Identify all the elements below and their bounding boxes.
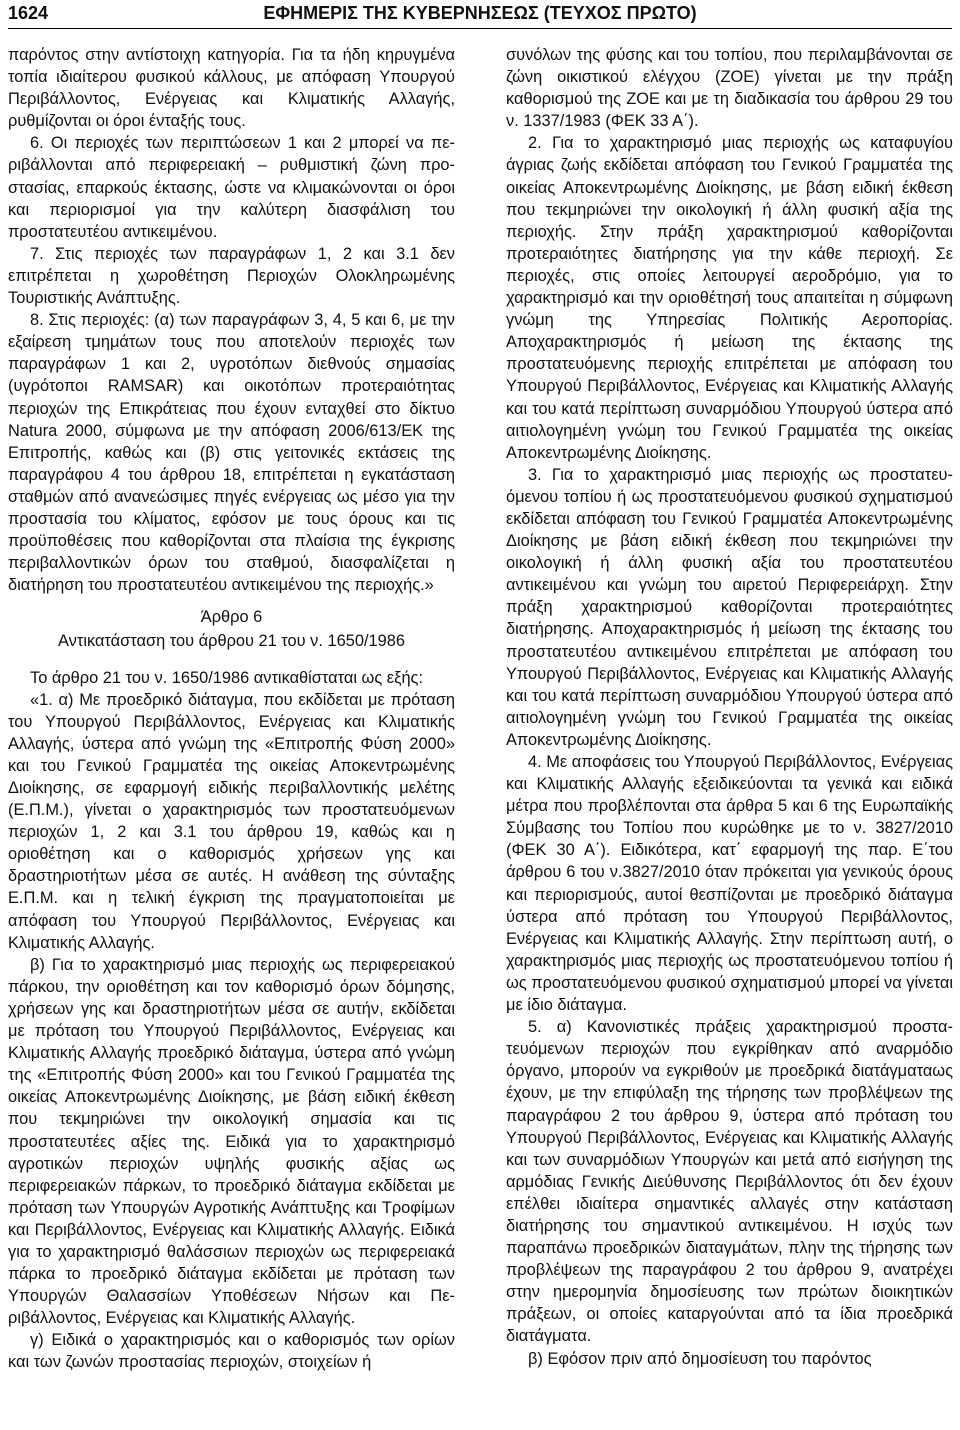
article-heading: Άρθρο 6 <box>200 608 263 627</box>
paragraph: συνόλων της φύσης και του τοπίου, που περιλαμβάνονται σε ζώνη οικιστικού ελέγχου (ΖΟΕ) γίνεται με την πράξη καθορισμού της ΖΟΕ και με τη διαδικασία του άρθρου 29 του ν. 1337/1983 (ΦΕΚ 33 Α΄). <box>506 46 953 131</box>
paragraph: 8. Στις περιοχές: (α) των παραγράφων 3, 4, 5 και 6, με την εξαίρεση τμημάτων τους που αποτελούν περιοχές των παραγράφων 1 και 2, υγροτόπων διεθνούς σημασίας (υγρότοποι RAMSAR) και οικοτόπων προτεραιότητας περιοχών της Επικράτειας που έχουν ενταχθεί στο δίκτυο Natura 2000, σύμφωνα με την απόφαση 2006/613/ΕΚ της Επιτροπής, καθώς και (β) στις γειτονικές εκτάσεις της παραγράφου 4 του άρθρου 18, επιτρέπεται η εγκατάσταση σταθμών από ανανεώσιμες πηγές ενέργειας ως μέσο για την προστασία του κλίματος, εφόσον με τους όρους και τις προϋποθέσεις που καθορίζονται στα πλαίσια της έγκρισης περιβαλλοντικών όρων του σταθμού, διασφαλίζεται η διατήρηση του προστατευτέου αντικειμένου της περιοχής.» <box>8 311 455 595</box>
paragraph: παρόντος στην αντίστοιχη κατηγορία. Για τα ήδη κηρυγμένα τοπία ιδιαίτερου φυσικού κάλλους, με απόφαση Υπουργού Περιβάλλοντος, Ενέργειας και Κλιματικής Αλλαγής, ρυθμίζονται οι όροι ένταξής τους. <box>8 46 455 131</box>
paragraph: 4. Με αποφάσεις του Υπουργού Περιβάλλοντος, Ενέργειας και Κλιματικής Αλλαγής εξειδικεύονται τα γενικά και ειδικά μέτρα που προβλέπονται στα άρθρα 5 και 6 της Ευρωπαϊκής Σύμβασης του Τοπίου που κυρώθηκε με το ν. 3827/2010 (ΦΕΚ 30 Α΄). Ειδικότερα, κατ΄ εφαρμογή της παρ. Ε΄του άρθρου 6 του ν.3827/2010 όταν πρόκειται για γενικούς όρους και περιορισμούς, αυτοί θεσπίζονται με προεδρικό διάταγμα ύστερα από πρόταση του Υπουργού Περιβάλλοντος, Ενέργειας και Κλιματικής Αλλαγής. Στην περίπτωση αυτή, ο χαρακτηρισμός μιας περιοχής ως προστατευόμενου τοπίου ή ως προστατευόμενου φυσικού σχηματισμού μπορεί να γίνεται με ίδιο διάταγμα. <box>506 753 953 1015</box>
left-column <box>8 44 455 1374</box>
paragraph: 7. Στις περιοχές των παραγράφων 1, 2 και 3.1 δεν επιτρέπεται η χωροθέτηση Περιοχών Ολοκληρωμένης Τουριστικής Ανάπτυξης. <box>8 244 455 308</box>
page-header <box>8 0 952 29</box>
gazette-title: ΕΦΗΜΕΡΙΣ ΤΗΣ ΚΥΒΕΡΝΗΣΕΩΣ (ΤΕΥΧΟΣ ΠΡΩΤΟ) <box>263 3 697 23</box>
paragraph: 3. Για το χαρακτηρισμό μιας περιοχής ως προστατευόμενου τοπίου ή ως προστατευόμενου φυσικού σχηματισμού εκδίδεται απόφαση του Γενικού Γραμματέα Αποκεντρωμένης Διοίκησης με βάση ειδική έκθεση που τεκμηριώνει την οικολογική ή άλλη φυσική αξία του προστατευτέου αντικειμένου και γνώμη του αιρετού Περιφερειάρχη. Στην πράξη χαρακτηρισμού καθορίζονται προτεραιότητες διατήρησης. Αποχαρακτηρισμός ή μείωση της έκτασης του προστατευτέου αντικειμένου επιτρέπεται με απόφαση του Υπουργού Περιβάλλοντος, Ενέργειας και Κλιματικής Αλλαγής και του κατά περίπτωση συναρμόδιου Υπουργού ύστερα από αιτιολογημένη γνώμη του Γενικού Γραμματέα της οικείας Αποκεντρωμένης Διοίκησης. <box>506 465 953 749</box>
paragraph: 5. α) Κανονιστικές πράξεις χαρακτηρισμού προστατευόμενων περιοχών που εγκρίθηκαν από αναρμόδιο όργανο, μπορούν να εγκριθούν με προεδρικά διατάγματαως έχουν, με την επιφύλαξη της τήρησης των προβλέψεων της παραγράφου 2 του άρθρου 9, ύστερα από πρόταση του Υπουργού Περιβάλλοντος, Ενέργειας και Κλιματικής Αλλαγής και των συναρμόδιων Υπουργών και μετά από εισήγηση της αρμόδιας Γενικής Διεύθυνσης Περιβάλλοντος ότι δεν έχουν επέλθει ιδιαίτερα σημαντικές αλλαγές στην κατάσταση διατήρησης του σημαντικού αντικειμένου. Η ισχύς των παραπάνω προεδρικών διαταγμάτων, πλην της τήρησης των προβλέψεων της παραγράφου 2 του άρθρου 9, ανατρέχει στην ημερομηνία δημοσίευσης των πρώτων διοικητικών πράξεων, οι οποίες καταργούνται από τα ίδια προεδρικά διατάγματα. <box>506 1018 953 1346</box>
paragraph: 6. Οι περιοχές των περιπτώσεων 1 και 2 μπορεί να περιβάλλονται από περιφερειακή – ρυθμιστική ζώνη προστασίας, επαρκούς έκτασης, ώστε να κλιμακώνονται οι όροι και περιορισμοί για την καλύτερη διασφάλιση του προστατευτέου αντικειμένου. <box>8 134 455 241</box>
paragraph: β) Για το χαρακτηρισμό μιας περιοχής ως περιφερειακού πάρκου, την οριοθέτηση και τον καθορισμό όρων δόμησης, χρήσεων γης και δραστηριοτήτων μέσα σε αυτήν, εκδίδεται με πρόταση του Υπουργού Περιβάλλοντος, Ενέργειας και Κλιματικής Αλλαγής προεδρικό διάταγμα, ύστερα από γνώμη της «Επιτροπής Φύση 2000» και του Γενικού Γραμματέα της οικείας Αποκεντρωμένης Διοίκησης, με βάση ειδική έκθεση που τεκμηριώνει την οικολογική σημασία και τις προστατευτέες αξίες της. Ειδικά για το χαρακτηρισμό αγροτικών περιοχών υψηλής φυσικής αξίας ως περιφερειακών πάρκων, το προεδρικό διάταγμα εκδίδεται με πρόταση των Υπουργών Αγροτικής Ανάπτυξης και Τροφίμων και Περιβάλλοντος, Ενέργειας και Κλιματικής Αλλαγής. Ειδικά για το χαρακτηρισμό θαλάσσιων περιοχών ως περιφερειακά πάρκα το προεδρικό διάταγμα εκδίδεται με πρόταση των Υπουργών Θαλασσίων Υποθέσεων Νήσων και Περιβάλλοντος, Ενέργειας και Κλιματικής Αλλαγής. <box>8 955 455 1328</box>
page-number: 1624 <box>8 3 49 23</box>
article-subheading: Αντικατάσταση του άρθρου 21 του ν. 1650/1986 <box>58 632 405 651</box>
paragraph: 2. Για το χαρακτηρισμό μιας περιοχής ως καταφυγίου άγριας ζωής εκδίδεται απόφαση του Γενικού Γραμματέα της οικείας Αποκεντρωμένης Διοίκησης, με βάση ειδική έκθεση που τεκμηριώνει την οικολογική ή άλλη φυσική αξία της περιοχής. Στην πράξη χαρακτηρισμού καθορίζονται προτεραιότητες διατήρησης για την κάθε περιοχή. Σε περιοχές, στις οποίες λειτουργεί αεροδρόμιο, για το χαρακτηρισμό και την οριοθέτησή τους απαιτείται η σύμφωνη γνώμη της Υπηρεσίας Πολιτικής Αεροπορίας. Αποχαρακτηρισμός ή μείωση της έκτασης της προστατευόμενης περιοχής επιτρέπεται με απόφαση του Υπουργού Περιβάλλοντος, Ενέργειας και Κλιματικής Αλλαγής και του κατά περίπτωση συναρμόδιου Υπουργού ύστερα από αιτιολογημένη γνώμη του Γενικού Γραμματέα της οικείας Αποκεντρωμένης Διοίκησης. <box>506 134 953 462</box>
right-column <box>506 44 953 1370</box>
paragraph: Το άρθρο 21 του ν. 1650/1986 αντικαθίσταται ως εξής: <box>30 668 424 687</box>
paragraph: «1. α) Με προεδρικό διάταγμα, που εκδίδεται με πρόταση του Υπουργού Περιβάλλοντος, Ενέργειας και Κλιματικής Αλλαγής, ύστερα από γνώμη της «Επιτροπής Φύση 2000» και του Γενικού Γραμματέα της οικείας Αποκεντρωμένης Διοίκησης, σε εφαρμογή ειδικής περιβαλλοντικής μελέτης (Ε.Π.Μ.), γίνεται ο χαρακτηρισμός των προστατευόμενων περιοχών 1, 2 και 3.1 του άρθρου 19, καθώς και η οριοθέτηση και ο καθορισμός χρήσεων γης και δραστηριοτήτων μέσα σε αυτές. Η ανάθεση της σύνταξης Ε.Π.Μ. και η τελική έγκριση της πραγματοποιείται με απόφαση του Υπουργού Περιβάλλοντος, Ενέργειας και Κλιματικής Αλλαγής. <box>8 690 455 952</box>
paragraph: β) Εφόσον πριν από δημοσίευση του παρόντος <box>528 1349 872 1368</box>
paragraph: γ) Ειδικά ο χαρακτηρισμός και ο καθορισμός των ορίων και των ζωνών προστασίας περιοχών, στοιχείων ή <box>8 1331 455 1372</box>
